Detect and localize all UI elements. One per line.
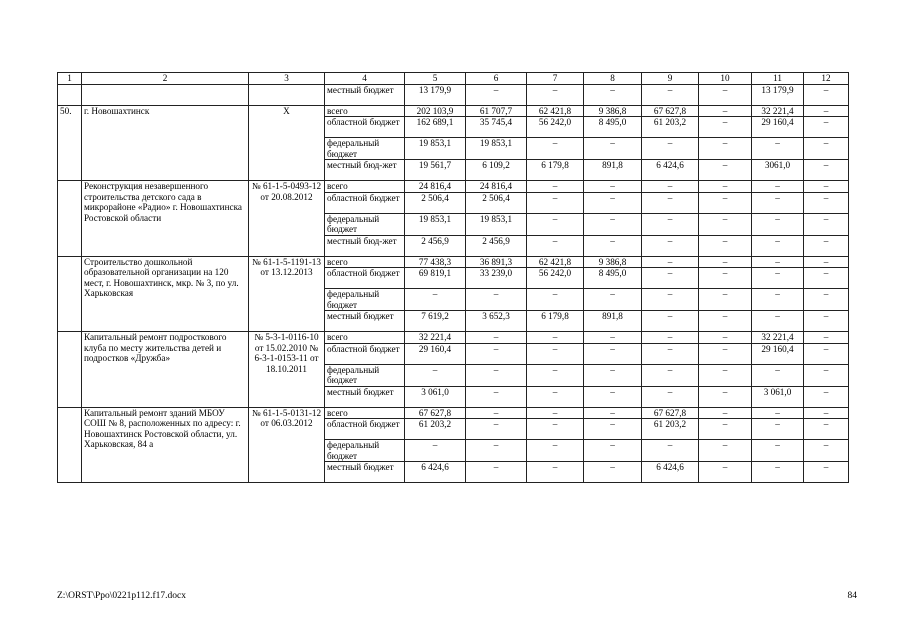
value-cell: – — [804, 311, 849, 332]
value-cell: – — [466, 84, 527, 105]
value-cell: 19 853,1 — [466, 213, 527, 235]
value-cell: – — [527, 138, 584, 160]
column-header: 8 — [584, 73, 642, 85]
value-cell: – — [752, 289, 804, 311]
value-cell: – — [584, 84, 642, 105]
column-header: 3 — [249, 73, 325, 85]
value-cell: – — [752, 192, 804, 213]
value-cell: – — [752, 419, 804, 440]
value-cell: 19 853,1 — [466, 138, 527, 160]
value-cell: 35 745,4 — [466, 117, 527, 138]
value-cell: – — [642, 181, 699, 193]
value-cell: 33 239,0 — [466, 268, 527, 289]
value-cell: – — [804, 181, 849, 193]
table-header-row — [58, 73, 849, 85]
value-cell: – — [584, 407, 642, 419]
value-cell: – — [527, 235, 584, 256]
value-cell: 67 627,8 — [642, 105, 699, 117]
value-cell: 9 386,8 — [584, 256, 642, 268]
value-cell: – — [804, 440, 849, 462]
value-cell: – — [527, 192, 584, 213]
funding-source: всего — [325, 407, 405, 419]
value-cell: – — [642, 268, 699, 289]
table-row — [58, 105, 849, 117]
row-number: 50. — [58, 105, 82, 181]
value-cell: – — [752, 138, 804, 160]
funding-source: областной бюджет — [325, 192, 405, 213]
object-name: Капитальный ремонт подросткового клуба по месту жительства детей и подростков «Дружба» — [82, 332, 249, 408]
funding-source: федеральный бюджет — [325, 138, 405, 160]
funding-source: всего — [325, 332, 405, 344]
funding-source: всего — [325, 105, 405, 117]
value-cell: 6 179,8 — [527, 160, 584, 181]
funding-source: местный бюджет — [325, 84, 405, 105]
value-cell: – — [642, 256, 699, 268]
value-cell: – — [527, 386, 584, 407]
value-cell: 3 061,0 — [752, 386, 804, 407]
value-cell: – — [699, 364, 752, 386]
value-cell: 61 707,7 — [466, 105, 527, 117]
table-row — [58, 332, 849, 344]
value-cell: – — [584, 462, 642, 483]
value-cell: 19 561,7 — [405, 160, 466, 181]
value-cell: 3 061,0 — [405, 386, 466, 407]
value-cell: 24 816,4 — [466, 181, 527, 193]
funding-source: местный бюджет — [325, 462, 405, 483]
value-cell: – — [527, 84, 584, 105]
funding-source: областной бюджет — [325, 117, 405, 138]
column-header: 7 — [527, 73, 584, 85]
object-name: г. Новошахтинск — [82, 105, 249, 181]
column-header: 1 — [58, 73, 82, 85]
value-cell: – — [699, 440, 752, 462]
value-cell: 61 203,2 — [642, 419, 699, 440]
value-cell: – — [405, 440, 466, 462]
value-cell: – — [699, 386, 752, 407]
value-cell: – — [584, 192, 642, 213]
value-cell: – — [466, 440, 527, 462]
object-name: Капитальный ремонт зданий МБОУ СОШ № 8, расположенных по адресу: г. Новошахтинск Ростовской области, ул. Харьковская, 84 а — [82, 407, 249, 483]
object-name: Реконструкция незавершенного строительства детского сада в микрорайоне «Радио» г. Новошахтинска Ростовской области — [82, 181, 249, 257]
value-cell: 32 221,4 — [752, 105, 804, 117]
value-cell: 36 891,3 — [466, 256, 527, 268]
row-number — [58, 84, 82, 105]
value-cell: – — [752, 462, 804, 483]
value-cell: 56 242,0 — [527, 117, 584, 138]
value-cell: – — [804, 256, 849, 268]
value-cell: – — [752, 311, 804, 332]
value-cell: – — [804, 332, 849, 344]
funding-source: местный бюд-жет — [325, 160, 405, 181]
value-cell: – — [699, 256, 752, 268]
value-cell: 162 689,1 — [405, 117, 466, 138]
value-cell: – — [642, 386, 699, 407]
value-cell: – — [527, 332, 584, 344]
value-cell: – — [699, 192, 752, 213]
value-cell: – — [527, 407, 584, 419]
value-cell: – — [466, 289, 527, 311]
value-cell: – — [699, 268, 752, 289]
value-cell: 32 221,4 — [752, 332, 804, 344]
value-cell: – — [584, 181, 642, 193]
value-cell: – — [699, 160, 752, 181]
value-cell: 8 495,0 — [584, 268, 642, 289]
value-cell: 61 203,2 — [405, 419, 466, 440]
value-cell: – — [527, 419, 584, 440]
funding-source: федеральный бюджет — [325, 213, 405, 235]
value-cell: 62 421,8 — [527, 256, 584, 268]
value-cell: 13 179,9 — [405, 84, 466, 105]
value-cell: – — [804, 213, 849, 235]
value-cell: – — [584, 419, 642, 440]
value-cell: – — [642, 289, 699, 311]
funding-source: всего — [325, 181, 405, 193]
value-cell: – — [699, 235, 752, 256]
value-cell: – — [642, 343, 699, 364]
column-header: 2 — [82, 73, 249, 85]
value-cell: 6 424,6 — [642, 462, 699, 483]
document-ref — [249, 84, 325, 105]
value-cell: – — [699, 289, 752, 311]
value-cell: – — [804, 117, 849, 138]
value-cell: – — [699, 462, 752, 483]
value-cell: – — [466, 407, 527, 419]
column-header: 12 — [804, 73, 849, 85]
value-cell: – — [699, 138, 752, 160]
value-cell: – — [642, 332, 699, 344]
funding-source: федеральный бюджет — [325, 440, 405, 462]
value-cell: – — [699, 181, 752, 193]
value-cell: – — [752, 364, 804, 386]
table-row — [58, 84, 849, 105]
value-cell: 2 456,9 — [466, 235, 527, 256]
value-cell: – — [584, 235, 642, 256]
value-cell: 9 386,8 — [584, 105, 642, 117]
value-cell: 3061,0 — [752, 160, 804, 181]
value-cell: – — [752, 213, 804, 235]
value-cell: – — [804, 84, 849, 105]
funding-source: всего — [325, 256, 405, 268]
value-cell: – — [466, 364, 527, 386]
document-ref: Х — [249, 105, 325, 181]
page-number: 84 — [847, 591, 857, 601]
value-cell: – — [584, 440, 642, 462]
object-name: Строительство дошкольной образовательной организации на 120 мест, г. Новошахтинск, мкр. № 3, по ул. Харьковская — [82, 256, 249, 332]
document-ref: № 61-1-5-0131-12 от 06.03.2012 — [249, 407, 325, 483]
value-cell: 29 160,4 — [405, 343, 466, 364]
funding-source: областной бюджет — [325, 419, 405, 440]
value-cell: 3 652,3 — [466, 311, 527, 332]
value-cell: – — [804, 138, 849, 160]
value-cell: – — [527, 213, 584, 235]
value-cell: – — [527, 289, 584, 311]
value-cell: 24 816,4 — [405, 181, 466, 193]
value-cell: – — [584, 138, 642, 160]
value-cell: – — [699, 105, 752, 117]
value-cell: – — [804, 386, 849, 407]
object-name — [82, 84, 249, 105]
value-cell: – — [804, 462, 849, 483]
value-cell: – — [642, 192, 699, 213]
value-cell: – — [699, 213, 752, 235]
value-cell: – — [466, 419, 527, 440]
value-cell: – — [642, 138, 699, 160]
value-cell: – — [466, 332, 527, 344]
value-cell: – — [405, 289, 466, 311]
row-number — [58, 181, 82, 257]
value-cell: – — [804, 160, 849, 181]
value-cell: – — [804, 419, 849, 440]
value-cell: – — [466, 386, 527, 407]
funding-source: местный бюджет — [325, 311, 405, 332]
funding-source: федеральный бюджет — [325, 289, 405, 311]
value-cell: – — [699, 419, 752, 440]
value-cell: 6 424,6 — [642, 160, 699, 181]
value-cell: 6 424,6 — [405, 462, 466, 483]
value-cell: – — [699, 343, 752, 364]
value-cell: – — [527, 462, 584, 483]
value-cell: 2 506,4 — [405, 192, 466, 213]
column-header: 11 — [752, 73, 804, 85]
value-cell: – — [405, 364, 466, 386]
column-header: 6 — [466, 73, 527, 85]
column-header: 9 — [642, 73, 699, 85]
funding-source: областной бюджет — [325, 268, 405, 289]
column-header: 4 — [325, 73, 405, 85]
value-cell: – — [804, 407, 849, 419]
value-cell: 19 853,1 — [405, 213, 466, 235]
value-cell: – — [584, 343, 642, 364]
value-cell: 69 819,1 — [405, 268, 466, 289]
footer-filename: Z:\ORST\Ppo\0221p112.f17.docx — [57, 591, 186, 601]
value-cell: 6 179,8 — [527, 311, 584, 332]
value-cell: – — [584, 364, 642, 386]
value-cell: 7 619,2 — [405, 311, 466, 332]
value-cell: – — [527, 181, 584, 193]
value-cell: – — [642, 364, 699, 386]
value-cell: – — [699, 332, 752, 344]
row-number — [58, 256, 82, 332]
value-cell: 67 627,8 — [405, 407, 466, 419]
value-cell: 891,8 — [584, 311, 642, 332]
funding-source: федеральный бюджет — [325, 364, 405, 386]
value-cell: – — [752, 181, 804, 193]
value-cell: – — [642, 84, 699, 105]
value-cell: – — [804, 343, 849, 364]
value-cell: 6 109,2 — [466, 160, 527, 181]
value-cell: – — [804, 192, 849, 213]
value-cell: – — [699, 407, 752, 419]
value-cell: – — [527, 343, 584, 364]
row-number — [58, 407, 82, 483]
value-cell: 891,8 — [584, 160, 642, 181]
column-header: 5 — [405, 73, 466, 85]
value-cell: 32 221,4 — [405, 332, 466, 344]
value-cell: – — [642, 440, 699, 462]
value-cell: – — [584, 332, 642, 344]
value-cell: 77 438,3 — [405, 256, 466, 268]
value-cell: – — [466, 462, 527, 483]
value-cell: 2 506,4 — [466, 192, 527, 213]
budget-table — [57, 72, 849, 483]
value-cell: 29 160,4 — [752, 117, 804, 138]
value-cell: – — [752, 440, 804, 462]
value-cell: – — [527, 364, 584, 386]
table-row — [58, 407, 849, 419]
value-cell: 67 627,8 — [642, 407, 699, 419]
column-header: 10 — [699, 73, 752, 85]
document-ref: № 5-3-1-0116-10 от 15.02.2010 № 6-3-1-0153-11 от 18.10.2011 — [249, 332, 325, 408]
table-row — [58, 181, 849, 193]
value-cell: 29 160,4 — [752, 343, 804, 364]
value-cell: – — [584, 213, 642, 235]
value-cell: – — [804, 105, 849, 117]
value-cell: – — [752, 268, 804, 289]
funding-source: местный бюджет — [325, 386, 405, 407]
value-cell: 19 853,1 — [405, 138, 466, 160]
value-cell: – — [804, 235, 849, 256]
value-cell: – — [584, 386, 642, 407]
value-cell: – — [699, 117, 752, 138]
funding-source: местный бюд-жет — [325, 235, 405, 256]
funding-source: областной бюджет — [325, 343, 405, 364]
value-cell: – — [752, 256, 804, 268]
value-cell: – — [527, 440, 584, 462]
value-cell: – — [584, 289, 642, 311]
row-number — [58, 332, 82, 408]
table-row — [58, 256, 849, 268]
value-cell: 56 242,0 — [527, 268, 584, 289]
value-cell: – — [752, 407, 804, 419]
value-cell: 62 421,8 — [527, 105, 584, 117]
value-cell: – — [642, 311, 699, 332]
document-ref: № 61-1-5-1191-13 от 13.12.2013 — [249, 256, 325, 332]
value-cell: 2 456,9 — [405, 235, 466, 256]
value-cell: – — [642, 235, 699, 256]
value-cell: – — [699, 311, 752, 332]
value-cell: – — [642, 213, 699, 235]
value-cell: 61 203,2 — [642, 117, 699, 138]
value-cell: – — [804, 268, 849, 289]
value-cell: – — [466, 343, 527, 364]
value-cell: – — [752, 235, 804, 256]
value-cell: – — [804, 364, 849, 386]
value-cell: 13 179,9 — [752, 84, 804, 105]
document-ref: № 61-1-5-0493-12 от 20.08.2012 — [249, 181, 325, 257]
value-cell: – — [804, 289, 849, 311]
value-cell: 8 495,0 — [584, 117, 642, 138]
value-cell: 202 103,9 — [405, 105, 466, 117]
value-cell: – — [699, 84, 752, 105]
